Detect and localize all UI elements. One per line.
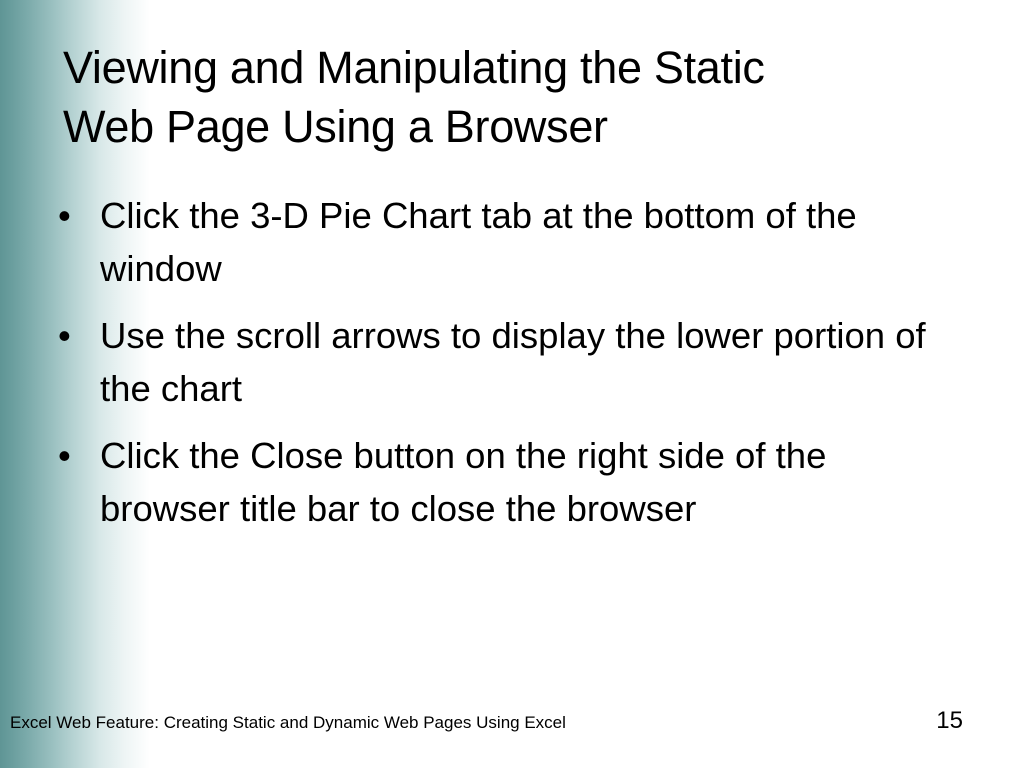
- bullet-icon: •: [58, 435, 71, 476]
- bullet-text: Click the 3-D Pie Chart tab at the bottom of the window: [100, 195, 857, 289]
- bullet-text: Use the scroll arrows to display the lower portion of the chart: [100, 315, 926, 409]
- slide-title: [63, 38, 963, 156]
- bullet-item: [58, 309, 958, 415]
- bullet-item: [58, 189, 958, 295]
- bullet-text: Click the Close button on the right side of the browser title bar to close the browser: [100, 435, 827, 529]
- slide-footer: Excel Web Feature: Creating Static and Dynamic Web Pages Using Excel: [10, 713, 566, 732]
- bullet-list: [58, 189, 958, 549]
- slide-title-line-1: Viewing and Manipulating the Static: [63, 42, 765, 93]
- slide-title-line-2: Web Page Using a Browser: [63, 101, 608, 152]
- bullet-item: [58, 429, 958, 535]
- page-number: 15: [936, 707, 963, 734]
- bullet-icon: •: [58, 315, 71, 356]
- bullet-icon: •: [58, 195, 71, 236]
